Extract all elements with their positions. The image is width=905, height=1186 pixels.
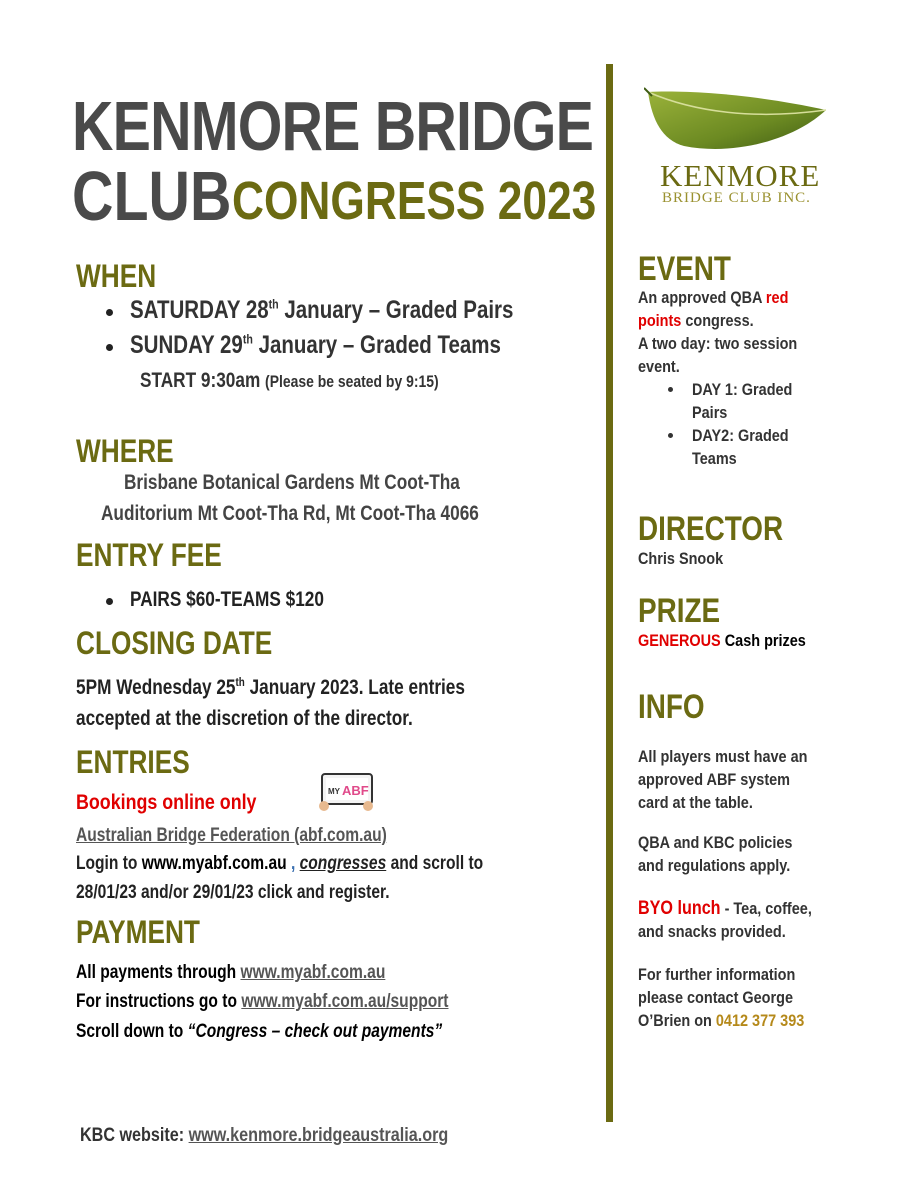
- login-site-link[interactable]: www.myabf.com.au: [141, 853, 287, 874]
- prize-text: GENEROUS Cash prizes: [638, 631, 806, 650]
- event-text: An approved QBA red points congress. A two day: two session event.: [638, 288, 798, 376]
- entries-heading: ENTRIES: [76, 744, 190, 780]
- payment-heading: PAYMENT: [76, 914, 200, 950]
- logo-sub: BRIDGE CLUB INC.: [662, 190, 811, 206]
- info-heading: INFO: [638, 688, 705, 726]
- page-title-line1: KENMORE BRIDGE: [72, 87, 594, 165]
- bookings-online-text: Bookings online only: [76, 791, 257, 814]
- entry-fee-item: PAIRS $60-TEAMS $120: [130, 588, 324, 611]
- closing-date-line2: accepted at the discretion of the director.: [76, 707, 413, 730]
- when-start: START 9:30am (Please be seated by 9:15): [140, 369, 439, 392]
- myabf-tablet-icon: [318, 772, 374, 812]
- where-line1: Brisbane Botanical Gardens Mt Coot-Tha: [124, 471, 460, 494]
- director-heading: DIRECTOR: [638, 510, 784, 548]
- where-line2: Auditorium Mt Coot-Tha Rd, Mt Coot-Tha 4066: [101, 502, 479, 525]
- where-heading: WHERE: [76, 433, 174, 469]
- info-para2: QBA and KBC policies and regulations apply.: [638, 833, 793, 875]
- bullet-icon: [668, 433, 673, 438]
- footer: KBC website: www.kenmore.bridgeaustralia.org: [80, 1125, 449, 1146]
- congresses-link[interactable]: congresses: [299, 853, 387, 874]
- leaf-logo-icon: [644, 86, 830, 160]
- myabf-link[interactable]: www.myabf.com.au: [240, 962, 386, 983]
- event-day1: DAY 1: Graded Pairs: [692, 380, 793, 422]
- kbc-website-link[interactable]: www.kenmore.bridgeaustralia.org: [188, 1125, 449, 1146]
- bullet-icon: [106, 309, 113, 316]
- prize-heading: PRIZE: [638, 592, 721, 630]
- abf-link[interactable]: Australian Bridge Federation (abf.com.au): [76, 825, 387, 846]
- info-para4: For further information please contact George O’Brien on 0412 377 393: [638, 965, 805, 1030]
- dates-line: 28/01/23 and/or 29/01/23 click and register.: [76, 882, 390, 903]
- info-para1: All players must have an approved ABF system card at the table.: [638, 747, 808, 812]
- bullet-icon: [106, 598, 113, 605]
- svg-text:ABF: ABF: [342, 783, 369, 798]
- when-saturday: SATURDAY 28th January – Graded Pairs: [130, 296, 514, 324]
- payment-line2: For instructions go to www.myabf.com.au/support: [76, 991, 449, 1012]
- when-heading: WHEN: [76, 258, 157, 294]
- bullet-icon: [668, 387, 673, 392]
- when-sunday: SUNDAY 29th January – Graded Teams: [130, 331, 501, 359]
- myabf-support-link[interactable]: www.myabf.com.au/support: [241, 991, 449, 1012]
- vertical-divider: [606, 64, 613, 1122]
- payment-line1: All payments through www.myabf.com.au: [76, 962, 386, 983]
- director-name: Chris Snook: [638, 549, 724, 568]
- event-day2: DAY2: Graded Teams: [692, 426, 789, 468]
- closing-date-line1: 5PM Wednesday 25th January 2023. Late entries: [76, 675, 465, 699]
- contact-phone: 0412 377 393: [715, 1011, 805, 1030]
- bullet-icon: [106, 344, 113, 351]
- info-para3: BYO lunch - Tea, coffee, and snacks provided.: [638, 898, 812, 941]
- svg-text:MY: MY: [328, 787, 340, 796]
- login-line: Login to www.myabf.com.au , congresses and scroll to: [76, 853, 484, 874]
- congress-title: CONGRESS 2023: [232, 171, 597, 231]
- event-heading: EVENT: [638, 250, 731, 288]
- entry-fee-heading: ENTRY FEE: [76, 537, 222, 573]
- payment-line3: Scroll down to “Congress – check out payments”: [76, 1021, 443, 1042]
- page-title-line2: CLUB: [72, 157, 232, 235]
- logo-name: KENMORE: [660, 158, 821, 193]
- closing-date-heading: CLOSING DATE: [76, 625, 273, 661]
